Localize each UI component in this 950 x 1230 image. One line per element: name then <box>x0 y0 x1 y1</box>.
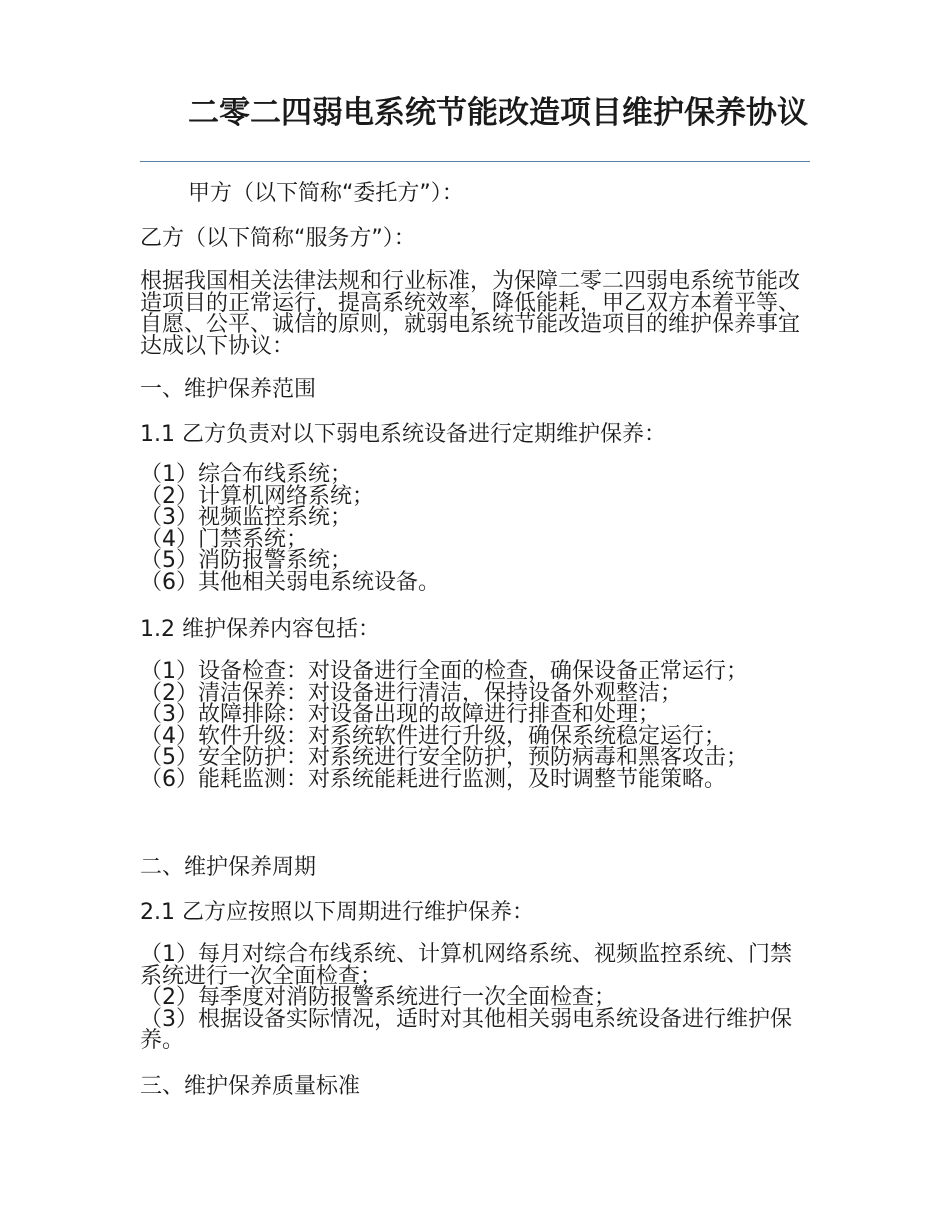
list-item: （2）每季度对消防报警系统进行一次全面检查； <box>140 985 616 1010</box>
clause-1-2: 1.2 维护保养内容包括： <box>140 617 380 642</box>
list-item: （5）消防报警系统； <box>140 548 352 573</box>
list-item: （4）门禁系统； <box>140 526 308 552</box>
list-item: （4）软件升级：对系统软件进行升级，确保系统稳定运行； <box>140 723 726 749</box>
list-item: （3）故障排除：对设备出现的故障进行排查和处理； <box>140 702 660 727</box>
document-title: 二零二四弱电系统节能改造项目维护保养协议 <box>188 95 808 131</box>
title-divider <box>140 161 810 162</box>
section-1-heading: 一、维护保养范围 <box>140 377 317 402</box>
list-item: （1）每月对综合布线系统、计算机网络系统、视频监控系统、门禁系统进行一次全面检查； <box>140 942 792 989</box>
list-item: （2）清洁保养：对设备进行清洁，保持设备外观整洁； <box>140 680 682 706</box>
schedule-list <box>140 944 810 1052</box>
party-b-line: 乙方（以下简称“服务方”）： <box>140 226 416 251</box>
list-item: （1）设备检查：对设备进行全面的检查，确保设备正常运行； <box>140 659 748 684</box>
party-a-line: 甲方（以下简称“委托方”）： <box>188 181 464 206</box>
maintenance-content-list <box>140 661 810 790</box>
list-item: （3）根据设备实际情况，适时对其他相关弱电系统设备进行维护保养。 <box>140 1006 792 1053</box>
preamble-paragraph: 根据我国相关法律法规和行业标准，为保障二零二四弱电系统节能改造项目的正常运行，提高系统效率，降低能耗，甲乙双方本着平等、自愿、公平、诚信的原则，就弱电系统节能改造项目的维护保养事宜达成以下协议： <box>140 269 801 359</box>
equipment-list <box>140 464 810 593</box>
clause-2-1: 2.1 乙方应按照以下周期进行维护保养： <box>140 900 534 925</box>
clause-1-1: 1.1 乙方负责对以下弱电系统设备进行定期维护保养： <box>140 422 666 447</box>
list-item: （1）综合布线系统； <box>140 462 352 487</box>
list-item: （6）能耗监测：对系统能耗进行监测，及时调整节能策略。 <box>140 766 726 792</box>
list-item: （6）其他相关弱电系统设备。 <box>140 569 440 595</box>
section-2-heading: 二、维护保养周期 <box>140 855 317 880</box>
list-item: （3）视频监控系统； <box>140 505 352 530</box>
list-item: （2）计算机网络系统； <box>140 483 374 509</box>
list-item: （5）安全防护：对系统进行安全防护，预防病毒和黑客攻击； <box>140 745 748 770</box>
section-3-heading: 三、维护保养质量标准 <box>140 1074 361 1099</box>
